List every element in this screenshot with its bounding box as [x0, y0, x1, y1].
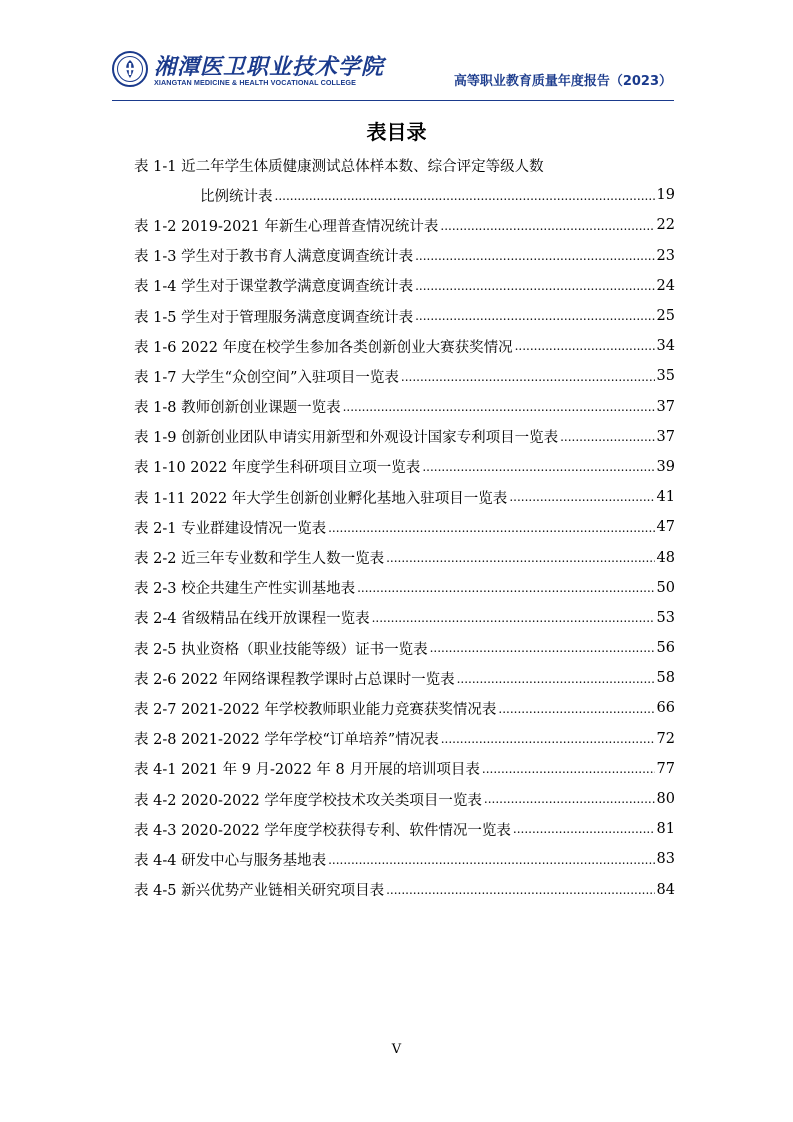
toc-entry-page: 84 [656, 881, 675, 898]
dot-leader [415, 309, 654, 324]
toc-entry[interactable] [134, 301, 675, 331]
toc-entry-label: 比例统计表 [200, 188, 273, 205]
toc-entry-page: 48 [656, 549, 675, 566]
toc-entry[interactable] [134, 784, 675, 814]
toc-entry[interactable] [134, 150, 675, 180]
toc-entry-label: 表 2-2 近三年专业数和学生人数一览表 [134, 551, 385, 568]
toc-entry-label: 表 2-4 省级精品在线开放课程一览表 [134, 611, 370, 628]
toc-entry[interactable] [134, 512, 675, 542]
toc-entry-page: 50 [656, 579, 675, 596]
toc-entry-label: 表 1-4 学生对于课堂教学满意度调查统计表 [134, 279, 414, 296]
dot-leader [430, 641, 655, 656]
toc-entry-label: 表 1-8 教师创新创业课题一览表 [134, 400, 341, 417]
toc-entry-label: 表 4-5 新兴优势产业链相关研究项目表 [134, 883, 385, 900]
toc-entry-page: 19 [656, 187, 675, 204]
toc-entry-label: 表 1-5 学生对于管理服务满意度调查统计表 [134, 309, 414, 326]
dot-leader [422, 460, 654, 475]
toc-entry-label: 表 4-1 2021 年 9 月-2022 年 8 月开展的培训项目表 [134, 762, 480, 779]
toc-entry[interactable] [134, 754, 675, 784]
toc-entry-page: 72 [656, 730, 675, 747]
dot-leader [386, 882, 654, 897]
toc-entry[interactable] [134, 875, 675, 905]
dot-leader [401, 369, 655, 384]
toc-entry[interactable] [134, 361, 675, 391]
table-of-tables [134, 150, 675, 905]
toc-entry-label: 表 2-8 2021-2022 学年学校“订单培养”情况表 [134, 732, 439, 749]
dot-leader [457, 671, 655, 686]
toc-entry-label: 表 2-3 校企共建生产性实训基地表 [134, 581, 356, 598]
toc-entry-label: 表 4-2 2020-2022 学年度学校技术攻关类项目一览表 [134, 792, 482, 809]
toc-entry-page: 58 [656, 670, 675, 687]
dot-leader [441, 731, 655, 746]
toc-entry-page: 34 [656, 338, 675, 355]
dot-leader [509, 490, 654, 505]
toc-entry[interactable] [134, 573, 675, 603]
toc-entry-label: 表 1-11 2022 年大学生创新创业孵化基地入驻项目一览表 [134, 490, 508, 507]
college-name-en: XIANGTAN MEDICINE & HEALTH VOCATIONAL COLLEGE [154, 78, 357, 87]
dot-leader [357, 580, 654, 595]
toc-entry-label: 表 2-6 2022 年网络课程教学课时占总课时一览表 [134, 671, 455, 688]
toc-entry[interactable] [134, 844, 675, 874]
toc-entry[interactable] [134, 241, 675, 271]
toc-entry[interactable] [134, 814, 675, 844]
toc-entry-label: 表 1-9 创新创业团队申请实用新型和外观设计国家专利项目一览表 [134, 430, 559, 447]
dot-leader [415, 279, 654, 294]
toc-entry-page: 83 [656, 851, 675, 868]
page-header [112, 44, 674, 102]
toc-entry-page: 35 [656, 368, 675, 385]
dot-leader [484, 792, 655, 807]
toc-entry-label: 表 2-5 执业资格（职业技能等级）证书一览表 [134, 641, 428, 658]
toc-entry[interactable] [134, 210, 675, 240]
dot-leader [415, 248, 654, 263]
toc-entry[interactable] [134, 452, 675, 482]
dot-leader [513, 822, 655, 837]
toc-entry-label: 表 4-3 2020-2022 学年度学校获得专利、软件情况一览表 [134, 822, 511, 839]
dot-leader [328, 852, 654, 867]
toc-entry[interactable] [134, 422, 675, 452]
toc-entry-page: 41 [656, 489, 675, 506]
college-emblem-icon [112, 51, 148, 87]
toc-entry[interactable] [134, 271, 675, 301]
toc-entry-page: 37 [656, 398, 675, 415]
toc-entry[interactable] [134, 542, 675, 572]
toc-entry-page: 24 [656, 277, 675, 294]
page-number: V [391, 1042, 402, 1057]
dot-leader [372, 611, 655, 626]
toc-entry[interactable] [134, 724, 675, 754]
toc-entry-page: 37 [656, 428, 675, 445]
toc-entry-continuation[interactable] [134, 180, 675, 210]
toc-entry-page: 47 [656, 519, 675, 536]
dot-leader [482, 762, 655, 777]
toc-entry-page: 80 [656, 791, 675, 808]
toc-entry-label: 表 4-4 研发中心与服务基地表 [134, 852, 327, 869]
dot-leader [440, 218, 654, 233]
toc-entry-label: 表 1-6 2022 年度在校学生参加各类创新创业大赛获奖情况 [134, 339, 513, 356]
toc-entry[interactable] [134, 633, 675, 663]
toc-entry[interactable] [134, 331, 675, 361]
dot-leader [275, 188, 655, 203]
toc-entry-label: 表 1-7 大学生“众创空间”入驻项目一览表 [134, 369, 399, 386]
toc-entry-page: 23 [656, 247, 675, 264]
report-title: 高等职业教育质量年度报告（2023） [453, 74, 672, 89]
dot-leader [498, 701, 654, 716]
toc-entry-page: 77 [656, 760, 675, 777]
toc-entry-page: 39 [656, 458, 675, 475]
toc-entry-label: 表 1-1 近二年学生体质健康测试总体样本数、综合评定等级人数 [134, 158, 544, 175]
dot-leader [343, 399, 655, 414]
toc-entry-label: 表 1-10 2022 年度学生科研项目立项一览表 [134, 460, 421, 477]
page-title: 表目录 [366, 120, 427, 144]
toc-entry-page: 53 [656, 609, 675, 626]
dot-leader [560, 430, 654, 445]
college-name-cn: 湘潭医卫职业技术学院 [154, 54, 385, 80]
toc-entry-page: 81 [656, 821, 675, 838]
toc-entry-label: 表 1-2 2019-2021 年新生心理普查情况统计表 [134, 218, 439, 235]
toc-entry-label: 表 2-7 2021-2022 年学校教师职业能力竞赛获奖情况表 [134, 701, 497, 718]
toc-entry[interactable] [134, 482, 675, 512]
toc-entry-label: 表 1-3 学生对于教书育人满意度调查统计表 [134, 249, 414, 266]
toc-entry-page: 22 [656, 217, 675, 234]
dot-leader [515, 339, 655, 354]
toc-entry[interactable] [134, 663, 675, 693]
header-divider [112, 100, 674, 101]
toc-entry-label: 表 2-1 专业群建设情况一览表 [134, 520, 327, 537]
toc-entry-page: 66 [656, 700, 675, 717]
dot-leader [386, 550, 654, 565]
toc-entry-page: 56 [656, 640, 675, 657]
toc-entry[interactable] [134, 603, 675, 633]
toc-entry[interactable] [134, 693, 675, 723]
dot-leader [328, 520, 654, 535]
toc-entry-page: 25 [656, 308, 675, 325]
toc-entry[interactable] [134, 392, 675, 422]
